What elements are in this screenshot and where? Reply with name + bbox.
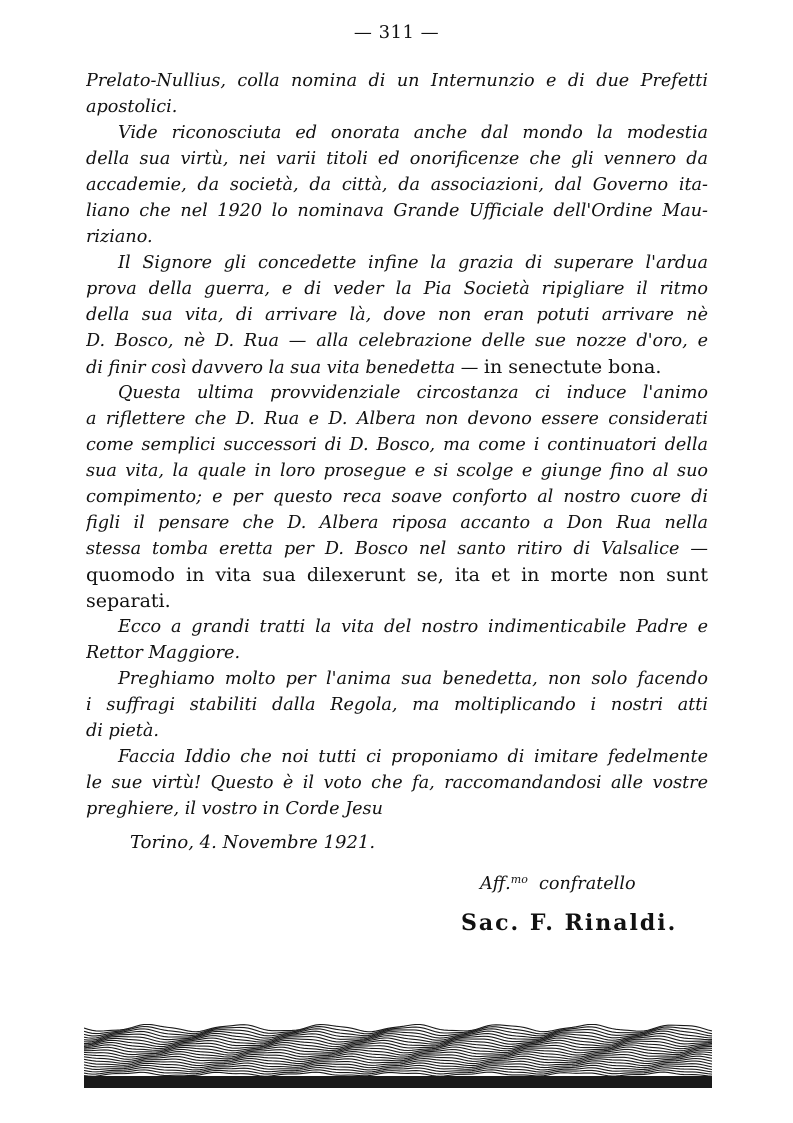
text-line: prova della guerra, e di veder la Pia Società ripigliare il ritmo	[86, 279, 708, 299]
text-line: sua vita, la quale in loro prosegue e si scolge e giunge fino al suo	[86, 461, 708, 481]
closing-word: confratello	[539, 874, 636, 894]
text-line: di finir così davvero la sua vita benedetta —	[86, 358, 479, 378]
text-line: a riflettere che D. Rua e D. Albera non devono essere considerati	[86, 409, 708, 429]
signature: Sac. F. Rinaldi.	[461, 910, 678, 936]
text-line: apostolici.	[86, 97, 178, 117]
text-line: come semplici successori di D. Bosco, ma come i continuatori della	[86, 435, 708, 455]
text-line: figli il pensare che D. Albera riposa accanto a Don Rua nella	[86, 513, 708, 533]
text-line: le sue virtù! Questo è il voto che fa, raccomandandosi alle vostre	[86, 773, 708, 793]
text-line: Il Signore gli concedette infine la grazia di superare l'ardua	[118, 253, 708, 273]
text-line: i suffragi stabiliti dalla Regola, ma moltiplicando i nostri atti	[86, 695, 708, 715]
text-line: di pietà.	[86, 721, 159, 741]
text-line-mixed	[86, 354, 708, 380]
text-line: stessa tomba eretta per D. Bosco nel santo ritiro di Valsalice —	[86, 539, 708, 559]
text-line: riziano.	[86, 227, 153, 247]
closing-salutation	[480, 873, 636, 894]
text-line: Faccia Iddio che noi tutti ci proponiamo di imitare fedelmente	[118, 747, 708, 767]
text-line: Questa ultima provvidenziale circostanza ci induce l'animo	[118, 383, 708, 403]
latin-line: quomodo in vita sua dilexerunt se, ita et in morte non sunt	[86, 564, 708, 586]
place-date: Torino, 4. Novembre 1921.	[130, 832, 376, 853]
latin-phrase: in senectute bona.	[483, 356, 662, 378]
text-line: della sua virtù, nei varii titoli ed onorificenze che gli vennero da	[86, 149, 708, 169]
text-line: D. Bosco, nè D. Rua — alla celebrazione delle sue nozze d'oro, e	[86, 331, 708, 351]
text-line: preghiere, il vostro in Corde Jesu	[86, 799, 383, 819]
text-line: della sua vita, di arrivare là, dove non eran potuti arrivare nè	[86, 305, 708, 325]
closing-superscript: mo	[510, 873, 528, 886]
text-line: Prelato-Nullius, colla nomina di un Internunzio e di due Prefetti	[86, 71, 708, 91]
text-line: Ecco a grandi tratti la vita del nostro indimenticabile Padre e	[118, 617, 708, 637]
text-line: compimento; e per questo reca soave conforto al nostro cuore di	[86, 487, 708, 507]
latin-line: separati.	[86, 590, 171, 612]
closing-prefix: Aff.	[480, 874, 511, 894]
page-number: — 311 —	[353, 22, 440, 43]
text-line: Rettor Maggiore.	[86, 643, 241, 663]
wave-ornament	[84, 1024, 712, 1088]
text-line: liano che nel 1920 lo nominava Grande Ufficiale dell'Ordine Mau-	[86, 201, 708, 221]
text-line: accademie, da società, da città, da associazioni, dal Governo ita-	[86, 175, 708, 195]
text-line: Vide riconosciuta ed onorata anche dal mondo la modestia	[118, 123, 708, 143]
text-line: Preghiamo molto per l'anima sua benedetta, non solo facendo	[118, 669, 708, 689]
